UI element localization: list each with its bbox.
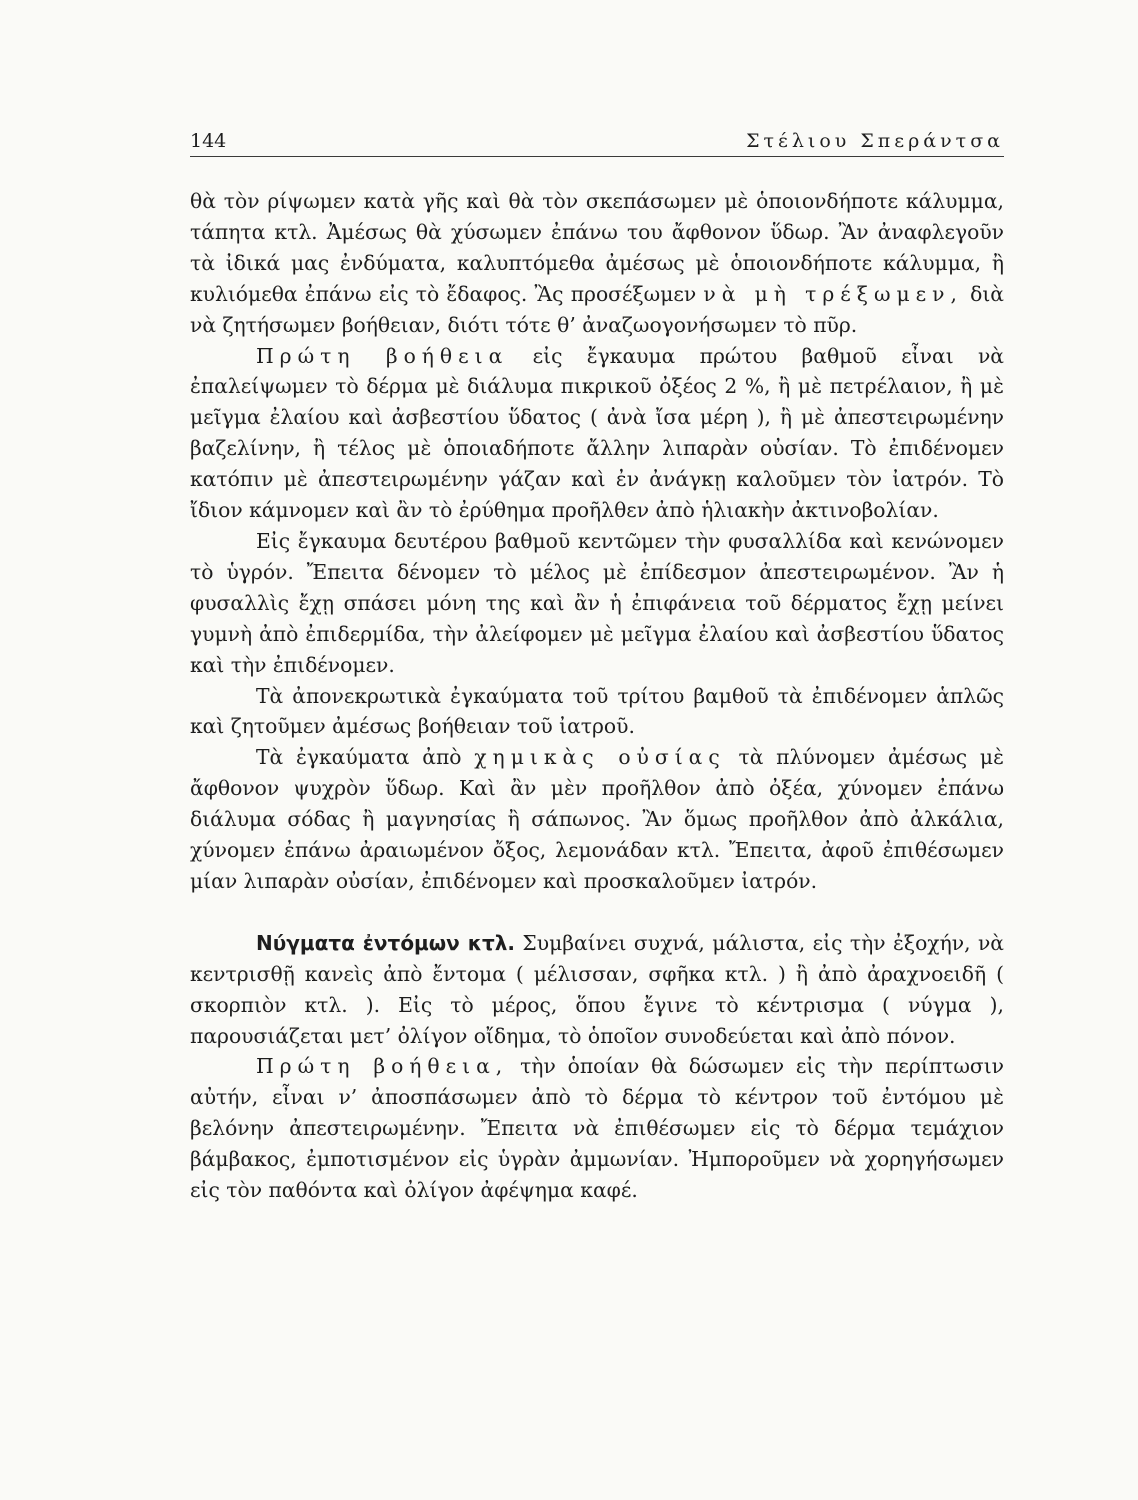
page-number: 144 — [190, 130, 227, 152]
paragraph — [190, 742, 1004, 897]
paragraph-text: Τὰ ἀπονεκρωτικὰ ἐγκαύματα τοῦ τρίτου βαμθοῦ τὰ ἐπιδένομεν ἁπλῶς καὶ ζητοῦμεν ἀμέσως βοήθειαν τοῦ ἰατροῦ. — [190, 683, 1004, 739]
paragraph-text: εἰς ἔγκαυμα πρώτου βαθμοῦ εἶναι νὰ ἐπαλείψωμεν τὸ δέρμα μὲ διάλυμα πικρικοῦ ὀξέος 2 %, ἢ μὲ πετρέλαιον, ἢ μὲ μεῖγμα ἐλαίου καὶ ἀσβεστίου ὕδατος ( ἀνὰ ἴσα μέρη ), ἢ μὲ ἀπεστειρωμένην βαζελίνην, ἢ τέλος μὲ ὁποιαδήποτε ἄλλην λιπαρὰν οὐσίαν. Τὸ ἐπιδένομεν κατόπιν μὲ ἀπεστειρωμένην γάζαν καὶ ἐν ἀνάγκῃ καλοῦμεν τὸν ἰατρόν. Τὸ ἴδιον κάμνομεν καὶ ἂν τὸ ἐρύθημα προῆλθεν ἀπὸ ἡλιακὴν ἀκτινοβολίαν. — [190, 343, 1004, 523]
paragraph-text: Τὰ ἐγκαύματα ἀπὸ — [256, 745, 475, 770]
paragraph — [190, 186, 1004, 341]
paragraph — [190, 1051, 1004, 1206]
paragraph-text: Εἰς ἔγκαυμα δευτέρου βαθμοῦ κεντῶμεν τὴν φυσαλλίδα καὶ κενώνομεν τὸ ὑγρόν. Ἔπειτα δένομεν τὸ μέλος μὲ ἐπίδεσμον ἀπεστειρωμένον. Ἂν ἡ φυσαλλὶς ἔχῃ σπάσει μόνη της καὶ ἂν ἡ ἐπιφάνεια τοῦ δέρματος ἔχῃ μείνει γυμνὴ ἀπὸ ἐπιδερμίδα, τὴν ἀλείφομεν μὲ μεῖγμα ἐλαίου καὶ ἀσβεστίου ὕδατος καὶ τὴν ἐπιδένομεν. — [190, 528, 1004, 677]
paragraph — [190, 681, 1004, 743]
section-title: Νύγματα ἐντόμων κτλ. — [256, 930, 515, 955]
spaced-emphasis: Πρώτη βοήθεια, — [256, 1054, 509, 1079]
body-text — [190, 186, 1004, 1206]
paragraph — [190, 341, 1004, 526]
spaced-emphasis: χημικὰς οὐσίας — [474, 745, 726, 770]
paragraph-text: τὴν ὁποίαν θὰ δώσωμεν εἰς τὴν περίπτωσιν αὐτήν, εἶναι ν’ ἀποσπάσωμεν ἀπὸ τὸ δέρμα τὸ κέντρον τοῦ ἐντόμου μὲ βελόνην ἀπεστειρωμένην. Ἔπειτα νὰ ἐπιθέσωμεν εἰς τὸ δέρμα τεμάχιον βάμβακος, ἐμποτισμένον εἰς ὑγρὰν ἀμμωνίαν. Ἠμποροῦμεν νὰ χορηγήσωμεν εἰς τὸν παθόντα καὶ ὀλίγον ἀφέψημα καφέ. — [190, 1054, 1004, 1203]
spaced-emphasis: νὰ μὴ τρέξωμεν, — [703, 281, 963, 306]
paragraph-text: θὰ τὸν ρίψωμεν κατὰ γῆς καὶ θὰ τὸν σκεπάσωμεν μὲ ὁποιονδήποτε κάλυμμα, τάπητα κτλ. Ἀμέσως θὰ χύσωμεν ἐπάνω του ἄφθονον ὕδωρ. Ἂν ἀναφλεγοῦν τὰ ἰδικά μας ἐνδύματα, καλυπτόμεθα ἀμέσως μὲ ὁποιονδήποτε κάλυμμα, ἢ κυλιόμεθα ἐπάνω εἰς τὸ ἔδαφος. Ἂς προσέξωμεν — [190, 189, 1004, 306]
paragraph-text: Συμβαίνει συχνά, μάλιστα, εἰς τὴν ἐξοχήν, νὰ κεντρισθῇ κανεὶς ἀπὸ ἔντομα ( μέλισσαν, σφῆκα κτλ. ) ἢ ἀπὸ ἀραχνοειδῆ ( σκορπιὸν κτλ. ). Εἰς τὸ μέρος, ὅπου ἔγινε τὸ κέντρισμα ( νύγμα ), παρουσιάζεται μετ’ ὀλίγον οἴδημα, τὸ ὁποῖον συνοδεύεται καὶ ἀπὸ πόνον. — [190, 930, 1004, 1048]
paragraph — [190, 928, 1004, 1052]
page-header — [190, 122, 1004, 157]
spaced-emphasis: Πρώτη βοήθεια — [256, 343, 509, 368]
running-head: Στέλιου Σπεράντσα — [746, 130, 1004, 152]
paragraph — [190, 526, 1004, 681]
paragraph-text: διὰ νὰ ζητήσωμεν βοήθειαν, διότι τότε θ’ ἀναζωογονήσωμεν τὸ πῦρ. — [190, 281, 1005, 337]
paragraph-text: τὰ πλύνομεν ἀμέσως μὲ ἄφθονον ψυχρὸν ὕδωρ. Καὶ ἂν μὲν προῆλθον ἀπὸ ὀξέα, χύνομεν ἐπάνω διάλυμα σόδας ἢ μαγνησίας ἢ σάπωνος. Ἂν ὅμως προῆλθον ἀπὸ ἀλκάλια, χύνομεν ἐπάνω ἀραιωμένον ὄξος, λεμονάδαν κτλ. Ἔπειτα, ἀφοῦ ἐπιθέσωμεν μίαν λιπαρὰν οὐσίαν, ἐπιδένομεν καὶ προσκαλοῦμεν ἰατρόν. — [190, 745, 1004, 893]
